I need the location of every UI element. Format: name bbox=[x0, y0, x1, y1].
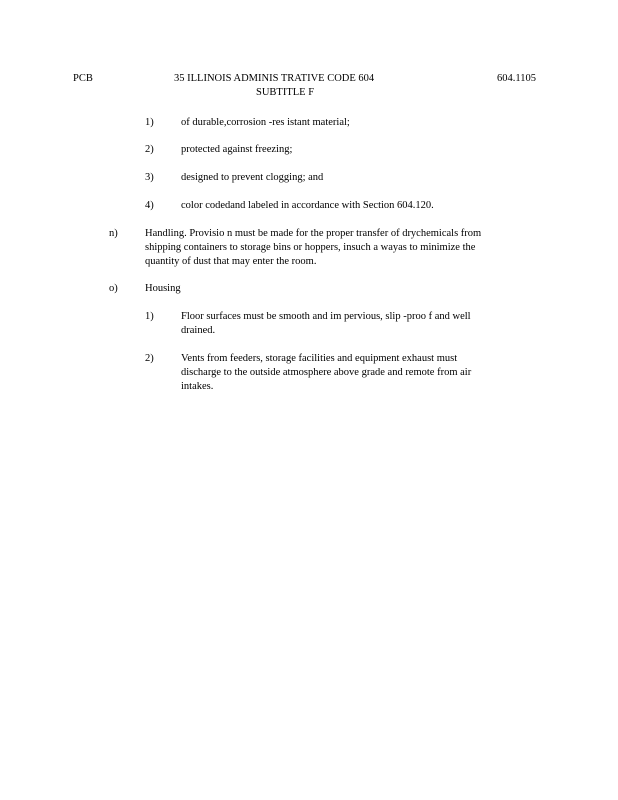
header-title-line2: SUBTITLE F bbox=[256, 87, 315, 98]
section-o-label: o) bbox=[109, 283, 118, 294]
section-o-title: Housing bbox=[145, 283, 181, 294]
list-item-text: of durable,corrosion -res istant material; bbox=[181, 117, 350, 128]
list-item-number: 4) bbox=[145, 200, 154, 211]
list-item-text: intakes. bbox=[181, 381, 214, 392]
list-item-text: protected against freezing; bbox=[181, 144, 293, 155]
list-item-text: drained. bbox=[181, 325, 216, 336]
list-item-text: discharge to the outside atmosphere above grade and remote from air bbox=[181, 367, 472, 378]
list-item-number: 2) bbox=[145, 353, 154, 364]
list-item-number: 2) bbox=[145, 144, 154, 155]
list-item-number: 1) bbox=[145, 311, 154, 322]
section-n-label: n) bbox=[109, 228, 118, 239]
header-section-number: 604.1105 bbox=[497, 73, 536, 84]
header-left-label: PCB bbox=[73, 73, 93, 84]
header-title-line1: 35 ILLINOIS ADMINIS TRATIVE CODE 604 bbox=[174, 73, 375, 84]
section-n-line: quantity of dust that may enter the room. bbox=[145, 256, 317, 267]
list-item-number: 1) bbox=[145, 117, 154, 128]
section-n-line: Handling. Provisio n must be made for the proper transfer of drychemicals from bbox=[145, 228, 482, 239]
section-n-line: shipping containers to storage bins or hoppers, insuch a wayas to minimize the bbox=[145, 242, 476, 253]
list-item-text: designed to prevent clogging; and bbox=[181, 172, 324, 183]
list-item-text: Floor surfaces must be smooth and im pervious, slip -proo f and well bbox=[181, 311, 471, 322]
list-item-number: 3) bbox=[145, 172, 154, 183]
list-item-text: color codedand labeled in accordance with Section 604.120. bbox=[181, 200, 434, 211]
list-item-text: Vents from feeders, storage facilities and equipment exhaust must bbox=[181, 353, 458, 364]
